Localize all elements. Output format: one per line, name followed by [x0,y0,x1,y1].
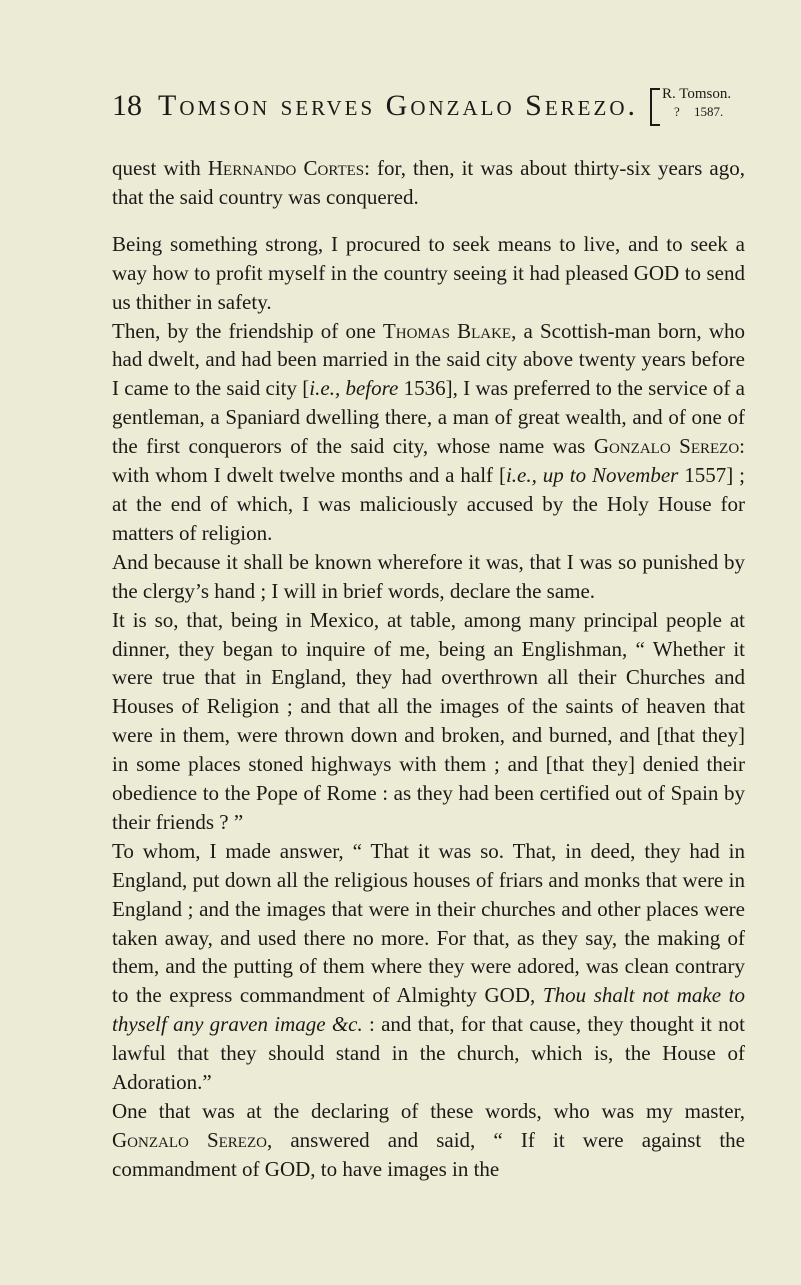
text-run: 1536], I was preferred to the service of a gentleman, a Spaniard dwelling there, a man of great wealth, and of one of the first conquerors of the said city, whose name was [112,376,745,459]
text-run: 1557] ; at the end of which, I was maliciously accused by the Holy House for matters of religion. [112,463,746,545]
side-note-year: 1587. [694,104,724,119]
text-run: , answered and said, “ If it were against the commandment of GOD, to have images in the [112,1127,746,1181]
page-header [112,74,749,134]
proper-name: Gonzalo Serezo [593,434,740,459]
side-note-author: R. Tomson. [662,86,732,102]
text-run: Being something strong, I procured to seek means to live, and to seek a way how to profit myself in the country seeing it had pleased GOD to send us thither in safety. [112,231,745,314]
running-head: Tomson serves Gonzalo Serezo. [158,89,638,122]
text-run: One that was at the declaring of these words, who was my master, [112,1099,745,1123]
paragraph [112,548,745,606]
side-note [650,88,740,128]
text-run: quest with [112,156,208,180]
side-note-question-mark: ? [674,104,680,119]
text-run: To whom, I made answer, “ That it was so. That, in deed, they had in England, put down all the religious houses of friars and monks that were in England ; and the images that were in their churches and other places were taken away, and used there no more. For that, as they say, the making of them, and the putting of them where they were adored, was clean contrary to the express commandment of Almighty GOD, [112,838,745,1008]
body-text [112,154,745,1184]
paragraph [112,317,745,548]
text-run: : and that, for that cause, they thought it not lawful that they should stand in the church, which is, the House of Adoration.” [112,1012,745,1095]
paragraph [112,837,745,1097]
paragraph [112,606,745,837]
side-note-bracket [650,88,660,126]
text-run: It is so, that, being in Mexico, at table, among many principal people at dinner, they began to inquire of me, being an Englishman, “ Whether it were true that in England, they had overthrown all their Churches and Houses of Religion ; and that all the images of the saints of heaven that were in them, were thrown down and broken, and burned, and [that they] in some places stoned highways with them ; and [that they] denied their obedience to the Pope of Rome : as they had been certified out of Spain by their friends ? ” [112,607,745,834]
proper-name: Gonzalo Serezo [112,1127,267,1152]
text-run: Then, by the friendship of one [112,318,383,343]
text-run: : with whom I dwelt twelve months and a half [ [112,434,746,488]
proper-name: Hernando Cortes [207,156,365,180]
italic-text: Thou shalt not make to thyself any graven image &c. [112,983,745,1037]
paragraph [112,154,745,212]
italic-text: i.e., before [309,376,399,401]
text-run: And because it shall be known wherefore it was, that I was so punished by the clergy’s hand ; I will in brief words, declare the same. [112,549,745,603]
page-number: 18 [112,89,142,122]
text-run: , a Scottish-man born, who had dwelt, and had been married in the said city above twenty years before I came to the said city [ [112,318,745,401]
paragraph [112,1097,745,1184]
proper-name: Thomas Blake [382,318,512,343]
text-run: : for, then, it was about thirty-six years ago, that the said country was conquered. [112,156,745,209]
paragraph [112,230,745,317]
italic-text: i.e., up to November [505,463,679,488]
